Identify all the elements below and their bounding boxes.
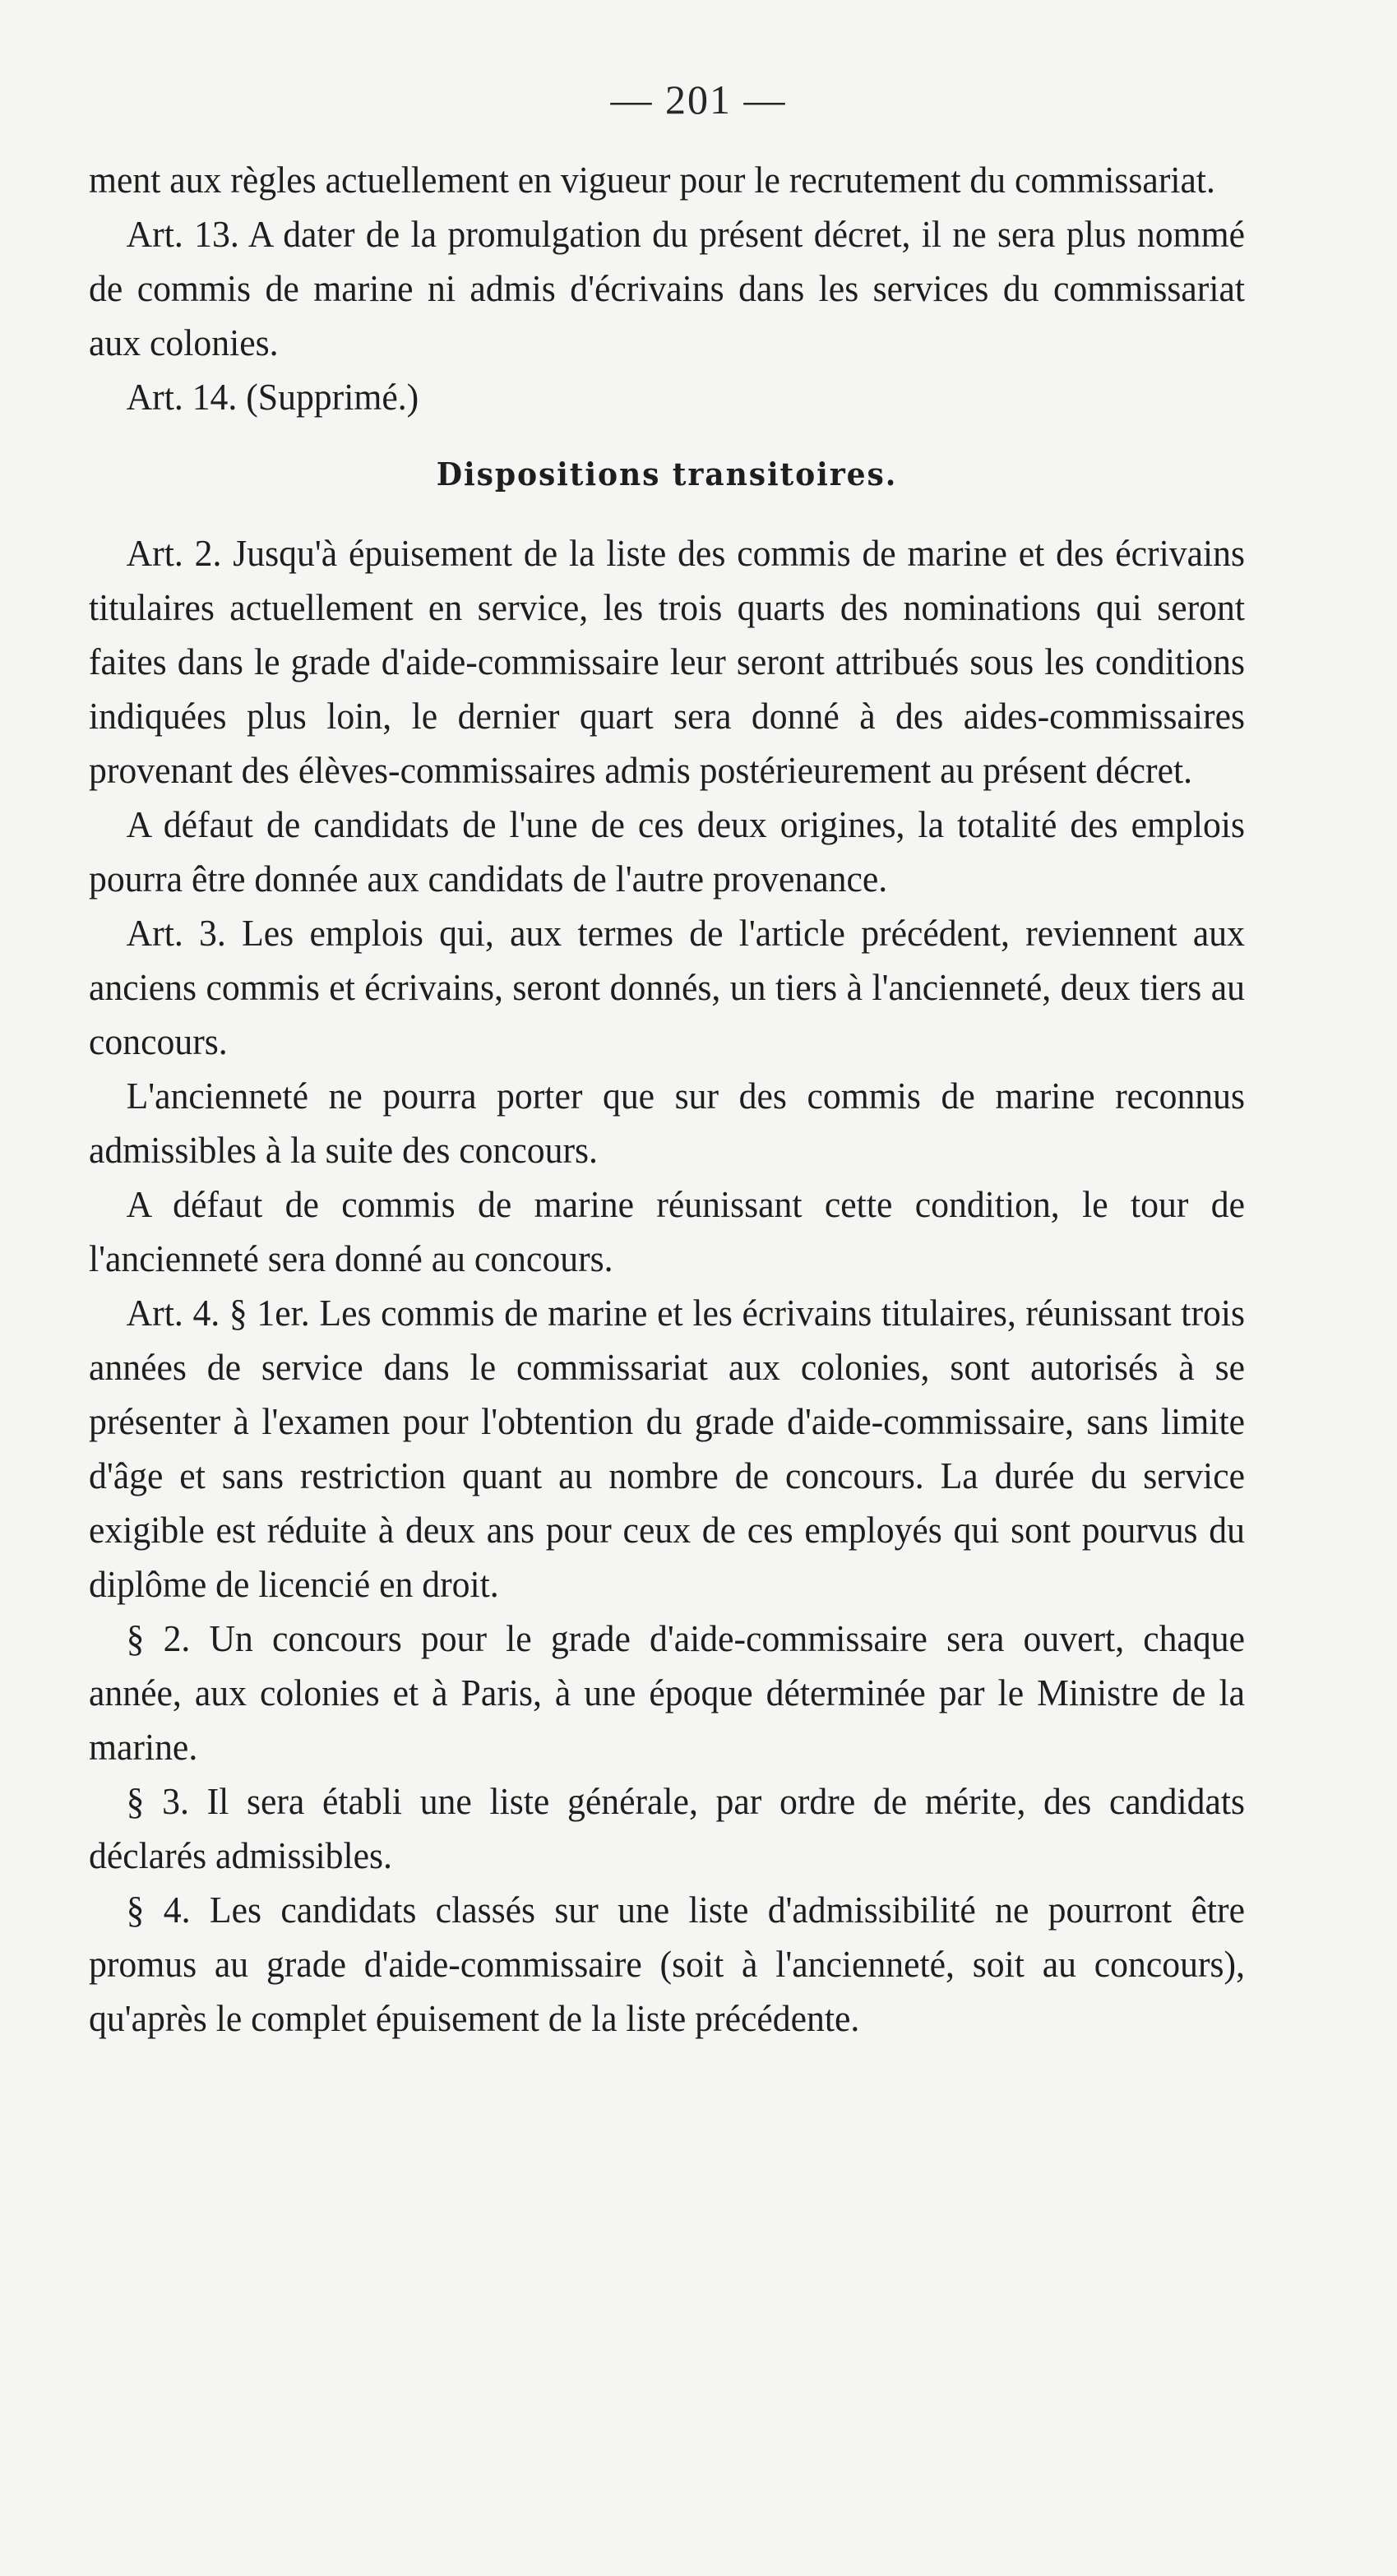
paragraph: Art. 13. A dater de la promulgation du présent décret, il ne sera plus nommé de commis de marine ni admis d'écrivains dans les services du commissariat aux colonies.: [89, 213, 1246, 363]
paragraph: Art. 4. § 1er. Les commis de marine et les écrivains titulaires, réunissant trois années de service dans le commissariat aux colonies, sont autorisés à se présenter à l'examen pour l'obtention du grade d'aide-commissaire, sans limite d'âge et sans restriction quant au nombre de concours. La durée du service exigible est réduite à deux ans pour ceux de ces employés qui sont pourvus du diplôme de licencié en droit.: [89, 1292, 1246, 1605]
paragraph: Art. 14. (Supprimé.): [126, 376, 419, 418]
paragraph: L'ancienneté ne pourra porter que sur des commis de marine reconnus admissibles à la suite des concours.: [89, 1075, 1246, 1171]
paragraph: A défaut de candidats de l'une de ces deux origines, la totalité des emplois pourra être donnée aux candidats de l'autre provenance.: [89, 803, 1246, 900]
page-number: — 201 —: [610, 76, 787, 123]
section-heading: Dispositions transitoires.: [436, 456, 898, 493]
paragraph: § 2. Un concours pour le grade d'aide-commissaire sera ouvert, chaque année, aux colonies et à Paris, à une époque déterminée par le Ministre de la marine.: [89, 1617, 1246, 1768]
paragraph: ment aux règles actuellement en vigueur pour le recrutement du commissariat.: [89, 159, 1215, 201]
paragraph: § 4. Les candidats classés sur une liste d'admissibilité ne pourront être promus au grade d'aide-commissaire (soit à l'ancienneté, soit au concours), qu'après le complet épuisement de la liste précédente.: [89, 1889, 1246, 2039]
paragraph: A défaut de commis de marine réunissant cette condition, le tour de l'ancienneté sera donné au concours.: [89, 1183, 1246, 1279]
paragraph: Art. 2. Jusqu'à épuisement de la liste des commis de marine et des écrivains titulaires actuellement en service, les trois quarts des nominations qui seront faites dans le grade d'aide-commissaire leur seront attribués sous les conditions indiquées plus loin, le dernier quart sera donné à des aides-commissaires provenant des élèves-commissaires admis postérieurement au présent décret.: [89, 532, 1246, 791]
paragraph: Art. 3. Les emplois qui, aux termes de l'article précédent, reviennent aux anciens commis et écrivains, seront donnés, un tiers à l'ancienneté, deux tiers au concours.: [89, 912, 1246, 1062]
page-text: [89, 153, 1245, 2046]
paragraph: § 3. Il sera établi une liste générale, par ordre de mérite, des candidats déclarés admissibles.: [89, 1780, 1246, 1876]
